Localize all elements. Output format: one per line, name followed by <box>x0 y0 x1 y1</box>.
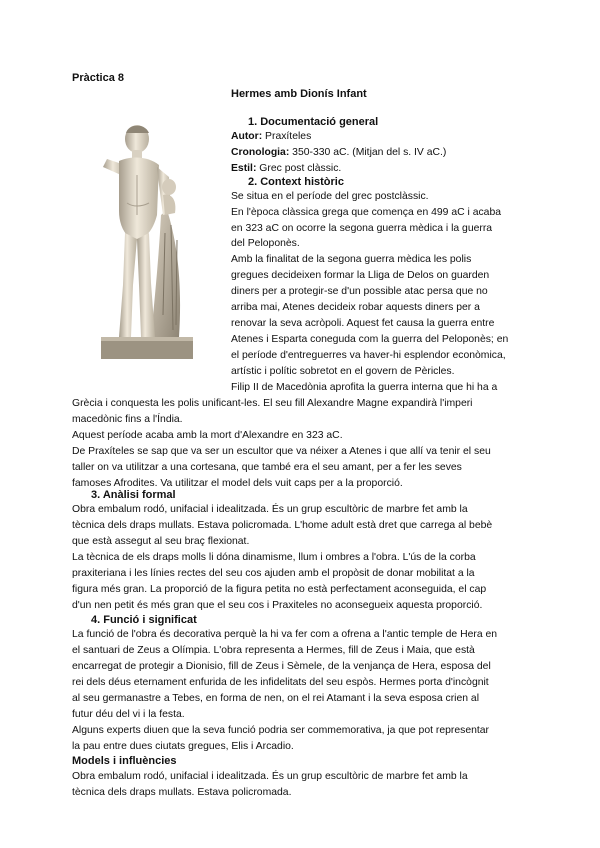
section-3-heading: 3. Anàlisi formal <box>91 489 176 501</box>
chronology-label: Cronologia: <box>231 147 290 158</box>
paragraph-line: del Peloponès. <box>231 238 300 249</box>
section-4-heading: 4. Funció i significat <box>91 614 197 626</box>
paragraph-line: La tècnica de els draps molls li dóna dinamisme, llum i ombres a l'obra. L'ús de la corba <box>72 552 476 563</box>
style-value: Grec post clàssic. <box>256 163 342 174</box>
paragraph-line: macedònic fins a l'Índia. <box>72 414 183 425</box>
practice-number: Pràctica 8 <box>72 72 124 84</box>
section-2-heading: 2. Context històric <box>248 176 344 188</box>
style-label: Estil: <box>231 163 257 174</box>
paragraph-line: el període d'entreguerres va haver-hi esplendor econòmica, <box>231 350 506 361</box>
section-5-heading: Models i influències <box>72 755 177 767</box>
paragraph-line: que està assegut al seu braç flexionat. <box>72 536 250 547</box>
paragraph-line: renovar la seva acròpoli. Aquest fet causa la guerra entre <box>231 318 495 329</box>
chronology-line <box>231 144 446 161</box>
paragraph-line: arriba mai, Atenes decideix robar aquests diners per a <box>231 302 480 313</box>
paragraph-line: De Praxíteles se sap que va ser un escultor que va néixer a Atenes i que allí va tenir el seu <box>72 446 491 457</box>
paragraph-line: famoses Afrodites. Va utilitzar el model dels vuit caps per a la proporció. <box>72 478 403 489</box>
paragraph-line: en 323 aC on ocorre la segona guerra mèdica i la guerra <box>231 223 493 234</box>
paragraph-line: al seu germanastre a Tebes, en forma de nen, on el rei Atamant i la seva esposa crien al <box>72 693 480 704</box>
paragraph-line: Amb la finalitat de la segona guerra mèdica les polis <box>231 254 472 265</box>
paragraph-line: praxiteriana i les línies rectes del seu cos ajuden amb el propòsit de donar mobilitat a la <box>72 568 475 579</box>
paragraph-line: La funció de l'obra és decorativa perquè la hi va fer com a ofrena a l'antic temple de Hera en <box>72 629 498 640</box>
paragraph-line: el santuari de Zeus a Olímpia. L'obra representa a Hermes, fill de Zeus i Maia, que està <box>72 645 475 656</box>
paragraph-line: d'un nen petit és més gran que el seu cos i Praxiteles no aconsegueix aquesta proporció. <box>72 600 483 611</box>
author-label: Autor: <box>231 131 263 142</box>
paragraph-line: taller on va utilitzar a una cortesana, que també era el seu amant, per a fer les seves <box>72 462 462 473</box>
paragraph-line: figura més gran. La proporció de la figura petita no està perfectament aconseguida, el cap <box>72 584 487 595</box>
paragraph-line: futur déu del vi i la festa. <box>72 709 185 720</box>
paragraph-line: Se situa en el període del grec postclàssic. <box>231 191 429 202</box>
author-line <box>231 128 311 145</box>
paragraph-line: Alguns experts diuen que la seva funció podria ser commemorativa, ja que pot representar <box>72 725 490 736</box>
paragraph-line: tècnica dels draps mullats. Estava policromada. <box>72 787 292 798</box>
paragraph-line: Atenes i Esparta coneguda com la guerra del Peloponès; en <box>231 334 509 345</box>
paragraph-line: Grècia i conquesta les polis unificant-les. El seu fill Alexandre Magne expandirà l'imperi <box>72 398 473 409</box>
chronology-value: 350-330 aC. (Mitjan del s. IV aC.) <box>289 147 447 158</box>
paragraph-line: Filip II de Macedònia aprofita la guerra interna que hi ha a <box>231 382 498 393</box>
page-title: Hermes amb Dionís Infant <box>231 88 367 100</box>
section-1-heading: 1. Documentació general <box>248 116 379 128</box>
paragraph-line: artístic i polític sobretot en el govern de Pèricles. <box>231 366 455 377</box>
paragraph-line: tècnica dels draps mullats. Estava policromada. L'home adult està dret que carrega al bebè <box>72 520 493 531</box>
paragraph-line: gregues decideixen formar la Lliga de Delos on guarden <box>231 270 490 281</box>
paragraph-line: En l'època clàssica grega que comença en 499 aC i acaba <box>231 207 502 218</box>
paragraph-line: diners per a protegir-se d'un possible atac persa que no <box>231 286 488 297</box>
paragraph-line: Obra embalum rodó, unifacial i idealitzada. És un grup escultòric de marbre fet amb la <box>72 771 468 782</box>
style-line <box>231 160 341 177</box>
hermes-statue-image <box>79 115 221 362</box>
paragraph-line: Aquest període acaba amb la mort d'Alexandre en 323 aC. <box>72 430 343 441</box>
paragraph-line: encarregat de protegir a Dionisio, fill de Zeus i Sèmele, de la venjança de Hera, esposa del <box>72 661 491 672</box>
paragraph-line: la pau entre dues ciutats gregues, Elis i Arcadio. <box>72 741 294 752</box>
paragraph-line: Obra embalum rodó, unifacial i idealitzada. És un grup escultòric de marbre fet amb la <box>72 504 468 515</box>
paragraph-line: rei dels déus eternament enfurida de les infidelitats del seu espòs. Hermes porta d'incògnit <box>72 677 489 688</box>
author-value: Praxíteles <box>262 131 312 142</box>
